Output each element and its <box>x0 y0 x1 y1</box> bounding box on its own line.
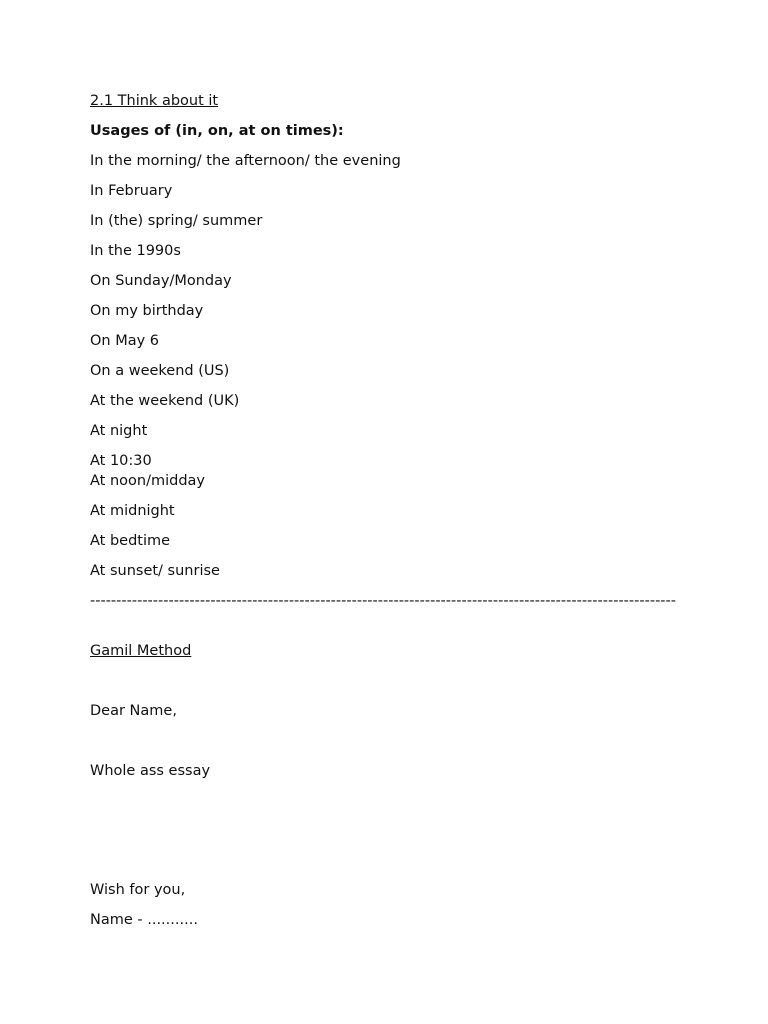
usage-item: On Sunday/Monday <box>90 273 232 289</box>
usage-item: At the weekend (UK) <box>90 393 240 409</box>
method-title: Gamil Method <box>90 642 192 659</box>
usage-item: On my birthday <box>90 303 204 319</box>
usage-item: In (the) spring/ summer <box>90 213 263 229</box>
letter-greeting: Dear Name, <box>90 702 177 719</box>
letter-signature: Name - ........... <box>90 911 198 928</box>
usage-item: In the 1990s <box>90 243 181 259</box>
usage-item: At 10:30 <box>90 453 152 469</box>
usage-item: On a weekend (US) <box>90 363 230 379</box>
usage-item: At sunset/ sunrise <box>90 562 220 579</box>
usage-item: In the morning/ the afternoon/ the evening <box>90 153 401 169</box>
dashed-divider: ---------------------------------------------------------------------------------------------------------------- <box>90 592 677 609</box>
usage-item: At night <box>90 423 148 439</box>
usage-item: On May 6 <box>90 333 160 349</box>
usage-item: At midnight <box>90 502 175 519</box>
letter-closing: Wish for you, <box>90 881 186 898</box>
usage-item: At bedtime <box>90 532 171 549</box>
usage-item: In February <box>90 183 173 199</box>
letter-body: Whole ass essay <box>90 762 211 779</box>
usage-item: At noon/midday <box>90 472 205 489</box>
document-page <box>90 91 690 940</box>
spacer <box>90 731 690 761</box>
spacer <box>90 671 690 701</box>
usages-heading: Usages of (in, on, at on times): <box>90 123 344 139</box>
section-title: 2.1 Think about it <box>90 93 219 109</box>
spacer <box>90 791 690 880</box>
